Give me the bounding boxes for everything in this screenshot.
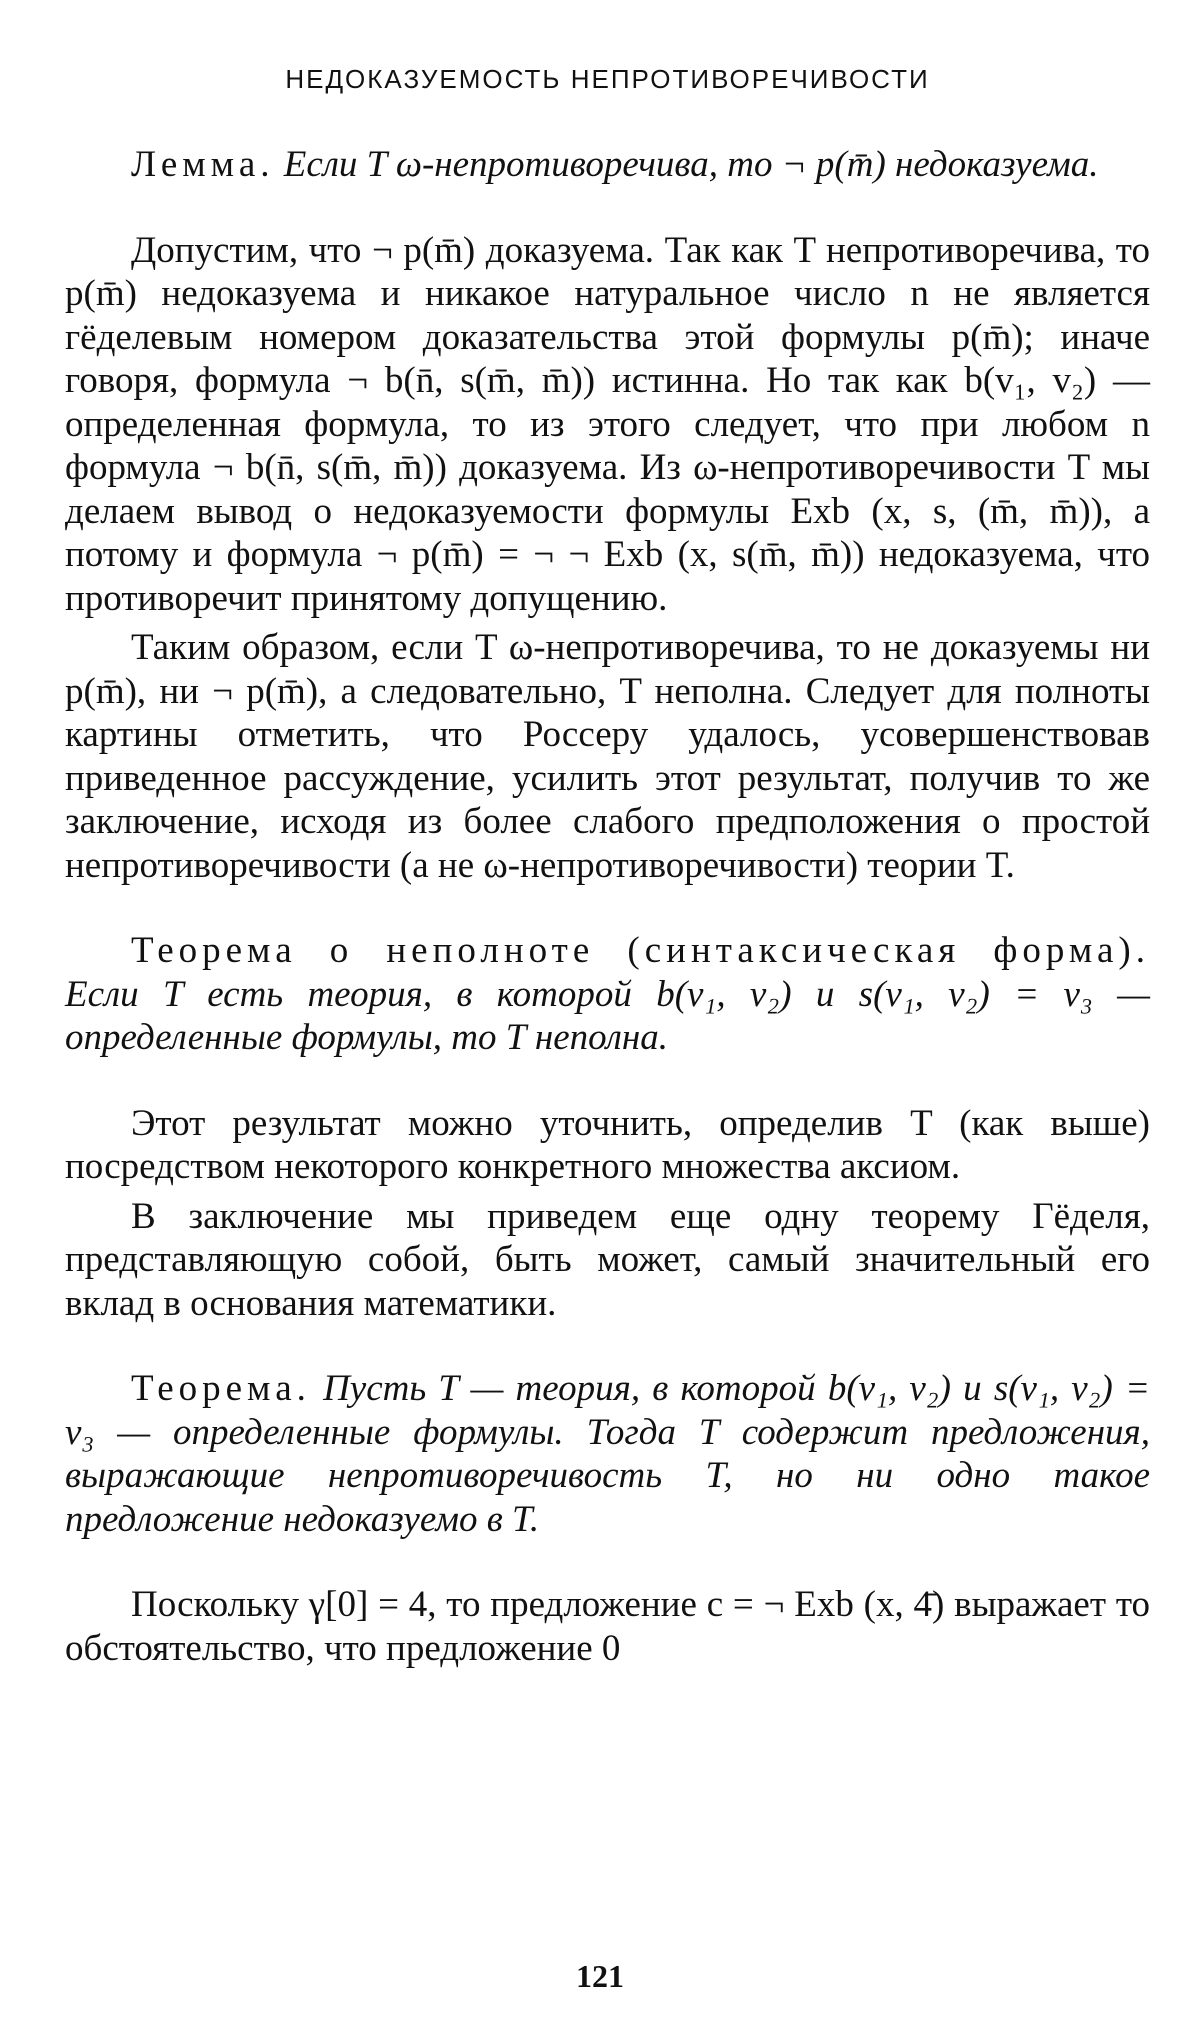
refinement-paragraph: Этот результат можно уточнить, определив T (как выше) посредством некоторого конкретного множества аксиом. xyxy=(65,1102,1150,1187)
closing-paragraph: Поскольку γ[0] = 4, то предложение c = ¬ Exb (x, 4̄) выражает то обстоятельство, что предложение 0 xyxy=(65,1584,1150,1669)
lemma-statement xyxy=(65,143,1150,187)
proof-paragraph: Допустим, что ¬ p(m̄) доказуема. Так как T непротиворечива, то p(m̄) недоказуема и никакое натуральное число n не является гёделевым номером доказательства этой формулы p(m̄); иначе говоря, формула ¬ b(n̄, s(m̄, m̄)) истинна. Но так как b(v₁, v₂) — определенная формула, то из этого следует, что при любом n формула ¬ b(n̄, s(m̄, m̄)) доказуема. Из ω-непротиворечивости T мы делаем вывод о недоказуемости формулы Exb (x, s, (m̄, m̄)), а потому и формула ¬ p(m̄) = ¬ ¬ Exb (x, s(m̄, m̄)) недоказуема, что противоречит принятому допущению. xyxy=(65,229,1150,619)
transition-paragraph: В заключение мы приведем еще одну теорему Гёделя, представляющую собой, быть может, самый значительный его вклад в основания математики. xyxy=(65,1195,1150,1324)
consistency-theorem xyxy=(65,1367,1150,1541)
consistency-theorem-text: Пусть T — теория, в которой b(v₁, v₂) и s(v₁, v₂) = v₃ — определенные формулы. Тогда T содержит предложения, выражающие непротиворечивость T, но ни одно такое предложение недоказуемо в T. xyxy=(65,1368,1151,1540)
lemma-text: Если T ω-непротиворечива, то ¬ p(m̄) недоказуема. xyxy=(283,144,1099,185)
conclusion-paragraph: Таким образом, если T ω-непротиворечива, то не доказуемы ни p(m̄), ни ¬ p(m̄), а следовательно, T неполна. Следует для полноты картины отметить, что Россеру удалось, усовершенствовав приведенное рассуждение, усилить этот результат, получив то же заключение, исходя из более слабого предположения о простой непротиворечивости (а не ω-непротиворечивости) теории T. xyxy=(65,627,1150,886)
consistency-theorem-label: Теорема. xyxy=(131,1368,311,1409)
lemma-label: Лемма. xyxy=(131,144,275,185)
running-title: НЕДОКАЗУЕМОСТЬ НЕПРОТИВОРЕЧИВОСТИ xyxy=(285,64,930,94)
book-page xyxy=(65,52,1150,1670)
incompleteness-theorem xyxy=(65,929,1150,1060)
page-number: 121 xyxy=(576,1958,624,1994)
incompleteness-theorem-text: Если T есть теория, в которой b(v₁, v₂) и s(v₁, v₂) = v₃ — определенные формулы, то T неполна. xyxy=(65,973,1150,1058)
incompleteness-theorem-label: Теорема о неполноте (синтаксическая форма). xyxy=(131,930,1150,971)
